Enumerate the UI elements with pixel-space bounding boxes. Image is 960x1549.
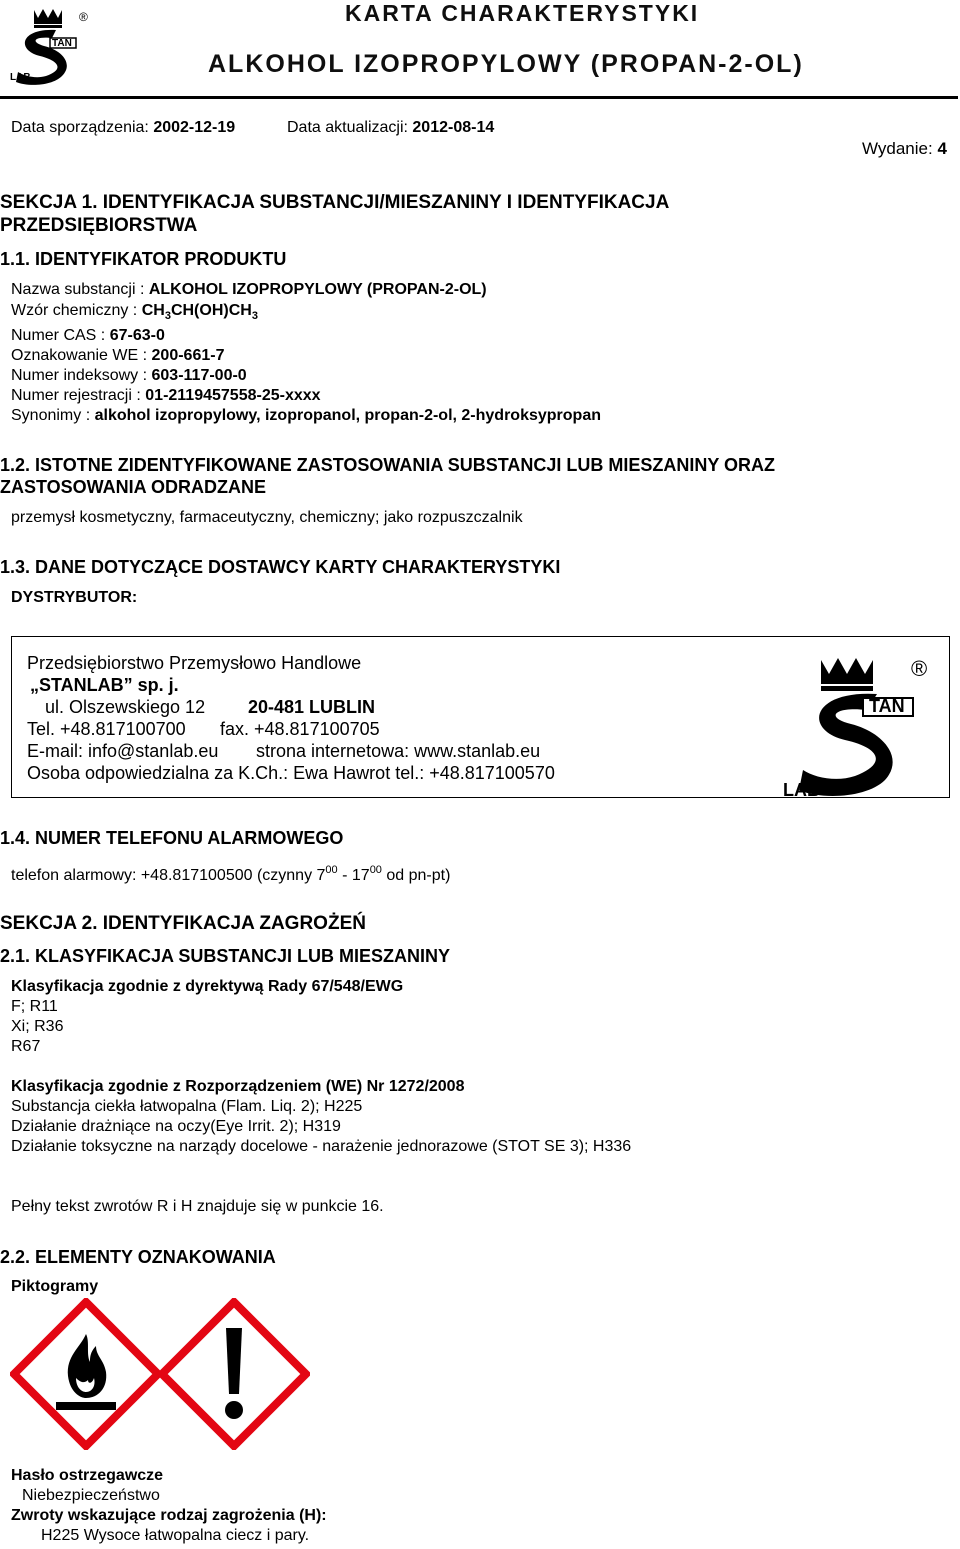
syn-value: alkohol izopropylowy, izopropanol, propan-2-ol, 2-hydroksypropan bbox=[94, 407, 601, 424]
logo-brand-top: TAN bbox=[52, 38, 72, 49]
we-value: 200-661-7 bbox=[151, 347, 225, 364]
substance-title: ALKOHOL IZOPROPYLOWY (PROPAN-2-OL) bbox=[208, 50, 804, 78]
reg-label: Numer rejestracji : bbox=[11, 387, 141, 404]
cas-number bbox=[11, 327, 165, 345]
supplier-logo-top: TAN bbox=[869, 696, 905, 716]
pictograms-label: Piktogramy bbox=[11, 1278, 99, 1295]
edition-value: 4 bbox=[937, 139, 947, 158]
section2-heading: SEKCJA 2. IDENTYFIKACJA ZAGROŻEŃ bbox=[0, 913, 366, 934]
formula-part-b: CH(OH)CH bbox=[170, 302, 252, 319]
subsection-1-1: 1.1. IDENTYFIKATOR PRODUKTU bbox=[0, 249, 287, 269]
supplier-tel: Tel. +48.817100700 bbox=[27, 719, 186, 739]
ghs-exclamation-pictogram bbox=[158, 1298, 310, 1450]
date-updated bbox=[287, 119, 494, 137]
distributor-label: DYSTRYBUTOR: bbox=[11, 589, 138, 606]
signal-word: Niebezpieczeństwo bbox=[22, 1487, 160, 1504]
emergency-sup-2: 00 bbox=[369, 864, 382, 876]
supplier-city: 20-481 LUBLIN bbox=[248, 697, 376, 717]
supplier-responsible-person: Osoba odpowiedzialna za K.Ch.: Ewa Hawrot tel.: +48.817100570 bbox=[27, 763, 555, 783]
reg-value: 01-2119457558-25-xxxx bbox=[145, 387, 321, 404]
emergency-sup-1: 00 bbox=[325, 864, 338, 876]
subsection-1-4: 1.4. NUMER TELEFONU ALARMOWEGO bbox=[0, 828, 344, 848]
date-created bbox=[11, 119, 235, 137]
supplier-fax: fax. +48.817100705 bbox=[220, 719, 380, 739]
index-number bbox=[11, 367, 247, 385]
formula-value bbox=[141, 302, 258, 322]
emergency-text-b: - 17 bbox=[337, 867, 370, 884]
supplier-company: Przedsiębiorstwo Przemysłowo Handlowe bbox=[27, 653, 362, 673]
supplier-web: strona internetowa: www.stanlab.eu bbox=[256, 741, 541, 761]
substance-name-label: Nazwa substancji : bbox=[11, 281, 145, 298]
subsection-2-2: 2.2. ELEMENTY OZNAKOWANIA bbox=[0, 1247, 276, 1267]
classification-regulation-item: Działanie drażniące na oczy(Eye Irrit. 2); H319 bbox=[11, 1118, 341, 1135]
document-title: KARTA CHARAKTERYSTYKI bbox=[345, 0, 700, 26]
date-created-value: 2002-12-19 bbox=[153, 119, 236, 136]
section1-heading-line1: SEKCJA 1. IDENTYFIKACJA SUBSTANCJI/MIESZANINY I IDENTYFIKACJA bbox=[0, 192, 670, 213]
classification-regulation-title: Klasyfikacja zgodnie z Rozporządzeniem (WE) Nr 1272/2008 bbox=[11, 1078, 465, 1095]
substance-name bbox=[11, 281, 487, 299]
identified-uses: przemysł kosmetyczny, farmaceutyczny, chemiczny; jako rozpuszczalnik bbox=[11, 509, 523, 526]
emergency-phone bbox=[11, 864, 450, 885]
formula-label: Wzór chemiczny : bbox=[11, 302, 138, 319]
formula-part-a: CH bbox=[141, 302, 165, 319]
classification-directive-item: Xi; R36 bbox=[11, 1018, 64, 1035]
index-label: Numer indeksowy : bbox=[11, 367, 148, 384]
supplier-logo-registered: ® bbox=[911, 656, 928, 681]
ghs-flame-pictogram bbox=[10, 1298, 162, 1450]
edition-label: Wydanie: bbox=[862, 139, 933, 158]
subsection-1-2-line2: ZASTOSOWANIA ODRADZANE bbox=[0, 477, 267, 497]
date-created-label: Data sporządzenia: bbox=[11, 119, 149, 136]
flame-icon bbox=[10, 1298, 162, 1450]
header-logo bbox=[6, 6, 86, 86]
syn-label: Synonimy : bbox=[11, 407, 91, 424]
stanlab-logo-large-icon bbox=[781, 652, 931, 800]
date-updated-value: 2012-08-14 bbox=[412, 119, 495, 136]
logo-registered: ® bbox=[79, 10, 88, 24]
exclamation-mark-icon bbox=[158, 1298, 310, 1450]
classification-directive-item: F; R11 bbox=[11, 998, 58, 1015]
cas-label: Numer CAS : bbox=[11, 327, 106, 344]
cas-value: 67-63-0 bbox=[109, 327, 165, 344]
supplier-email: E-mail: info@stanlab.eu bbox=[27, 741, 219, 761]
classification-directive-title: Klasyfikacja zgodnie z dyrektywą Rady 67/548/EWG bbox=[11, 978, 404, 995]
index-value: 603-117-00-0 bbox=[151, 367, 247, 384]
date-updated-label: Data aktualizacji: bbox=[287, 119, 408, 136]
emergency-text-a: telefon alarmowy: +48.817100500 (czynny 7 bbox=[11, 867, 326, 884]
subsection-1-3: 1.3. DANE DOTYCZĄCE DOSTAWCY KARTY CHARAKTERYSTYKI bbox=[0, 557, 561, 577]
chemical-formula bbox=[11, 302, 258, 322]
we-number bbox=[11, 347, 224, 365]
substance-name-value: ALKOHOL IZOPROPYLOWY (PROPAN-2-OL) bbox=[148, 281, 487, 298]
formula-sub-2: 3 bbox=[251, 310, 258, 322]
subsection-2-1: 2.1. KLASYFIKACJA SUBSTANCJI LUB MIESZANINY bbox=[0, 946, 451, 966]
classification-regulation-item: Substancja ciekła łatwopalna (Flam. Liq. 2); H225 bbox=[11, 1098, 363, 1115]
signal-word-label: Hasło ostrzegawcze bbox=[11, 1467, 164, 1484]
subsection-1-2-line1: 1.2. ISTOTNE ZIDENTYFIKOWANE ZASTOSOWANIA SUBSTANCJI LUB MIESZANINY ORAZ bbox=[0, 455, 776, 475]
hazard-statements-label: Zwroty wskazujące rodzaj zagrożenia (H): bbox=[11, 1507, 327, 1524]
classification-regulation-item: Działanie toksyczne na narządy docelowe - narażenie jednorazowe (STOT SE 3); H336 bbox=[11, 1138, 632, 1155]
supplier-street: ul. Olszewskiego 12 bbox=[45, 697, 206, 717]
section1-heading-line2: PRZEDSIĘBIORSTWA bbox=[0, 215, 198, 236]
registration-number bbox=[11, 387, 321, 405]
synonyms bbox=[11, 407, 601, 425]
supplier-logo-bottom: LAB bbox=[783, 780, 820, 800]
formula-sub-1: 3 bbox=[164, 310, 171, 322]
header-rule bbox=[0, 96, 958, 99]
full-text-note: Pełny tekst zwrotów R i H znajduje się w punkcie 16. bbox=[11, 1198, 384, 1215]
we-label: Oznakowanie WE : bbox=[11, 347, 148, 364]
supplier-name: „STANLAB” sp. j. bbox=[30, 675, 179, 695]
logo-brand-bottom: LAB bbox=[10, 72, 31, 83]
edition bbox=[862, 139, 947, 159]
supplier-logo bbox=[781, 652, 931, 800]
hazard-statement: H225 Wysoce łatwopalna ciecz i pary. bbox=[41, 1527, 310, 1544]
emergency-text-c: od pn-pt) bbox=[381, 867, 451, 884]
classification-directive-item: R67 bbox=[11, 1038, 41, 1055]
